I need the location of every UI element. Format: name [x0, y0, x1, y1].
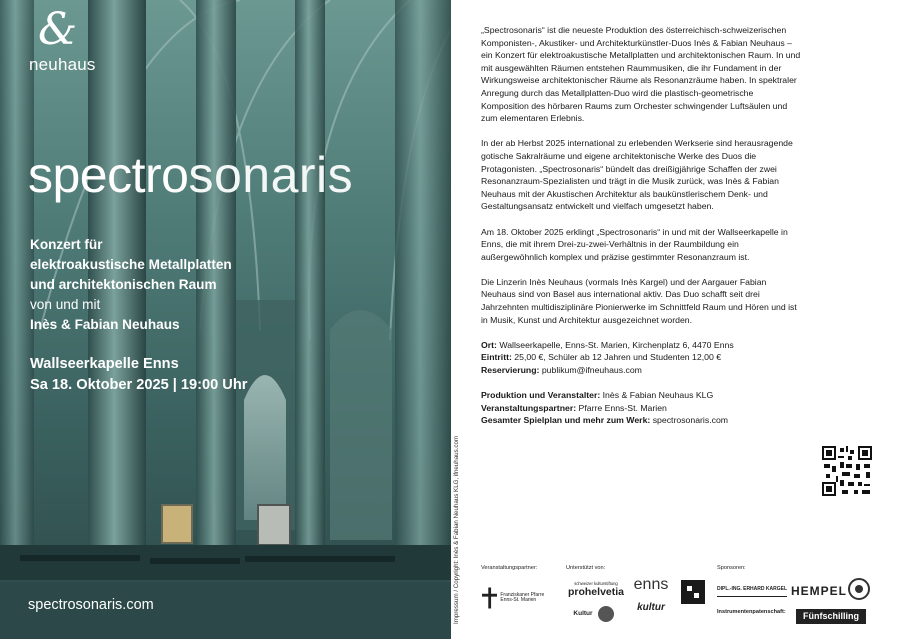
event-info — [481, 339, 801, 377]
vocal-ensemble-logo — [681, 580, 705, 604]
copyright-credit: Impressum / Copyright: Inès & Fabian Neuhaus KLG, ifneuhaus.com — [453, 435, 460, 624]
kargel-logo: DIPL.-ING. ERHARD KARGEL — [717, 583, 787, 597]
franziskaner-logo: Franziskaner Pfarre Enns-St. Marien — [482, 578, 557, 618]
info-producer: Produktion und Veranstalter: Inès & Fabian Neuhaus KLG — [481, 390, 714, 401]
info-admission: Eintritt: 25,00 €, Schüler ab 12 Jahren und Studenten 12,00 € — [481, 352, 722, 363]
enns-logo: enns — [633, 576, 669, 594]
event-when-where — [30, 354, 247, 396]
pro-helvetia-logo: schweizer kulturstiftung prohelvetia — [567, 580, 625, 598]
subtitle-line-2: elektroakustische Metallplatten — [30, 257, 232, 272]
event-date: Sa 18. Oktober 2025 | 19:00 Uhr — [30, 377, 248, 393]
paragraph-2: In der ab Herbst 2025 international zu erlebenden Werkserie sind herausragende gotische Sakralräume und eigene architektonische Werke des Duos die Protagonisten. „Spectrosonaris“ bündelt das dreißigjährige Schaffen der zwei Resonanzraum-Spezialisten und trägt in die Musik zurück, was Inès & Fabian Neuhaus mit der Akustischen Architektur als baukünstlerischem Denk- und Gestaltungsansatz entwickelt und vielfach umgesetzt haben. — [481, 138, 793, 212]
event-partner-label: Veranstaltungspartner: — [481, 565, 538, 571]
artists-name: Inès & Fabian Neuhaus — [30, 317, 180, 332]
info-location: Ort: Wallseerkapelle, Enns-St. Marien, Kirchenplatz 6, 4470 Enns — [481, 339, 734, 350]
subtitle-line-3: und architektonischen Raum — [30, 277, 217, 292]
subtitle-line-1: Konzert für — [30, 237, 103, 252]
logo-wordmark: neuhaus — [29, 55, 96, 74]
cross-icon — [482, 583, 497, 613]
footer-website-link[interactable]: spectrosonaris.com — [28, 597, 154, 613]
hempel-logo: HEMPEL — [791, 584, 848, 599]
fuenfschilling-logo: Fünfschilling — [796, 609, 866, 624]
instrument-sponsor-label: Instrumentenpatenschaft: — [717, 609, 786, 615]
supported-by-label: Unterstützt von: — [566, 565, 606, 571]
info-reservation[interactable]: Reservierung: publikum@ifneuhaus.com — [481, 365, 642, 376]
body-text — [481, 24, 801, 440]
ensemble-mark-icon — [685, 584, 701, 600]
event-description — [30, 235, 232, 335]
paragraph-3: Am 18. Oktober 2025 erklingt „Spectrosonaris“ in und mit der Wallseerkapelle in Enns, die mit ihrem Drei-zu-zwei-Verhältnis in der Raumbildung ein außergewöhnlich komplex und präzise gestimmter Resonanzraum ist. — [481, 226, 788, 262]
paragraph-1: „Spectrosonaris“ ist die neueste Produktion des österreichisch-schweizerischen Komponisten-, Akustiker- und Architekturkünstler-Duos Inès & Fabian Neuhaus – ein Konzert für elektroakustische Metallplatten und architektonischen Raum. In und mit ausgewählten Räumen entstehen Raummusiken, die ihr Fundament in der Wirkungsweise architektonischer Räume als Resonanzräume haben. In spektraler Anregung durch das Metallplatten-Duo wird die plastisch-geometrische Komposition des hörbaren Raums zum Orchester schwingender Luftsäulen und zum elementaren Erlebnis. — [481, 25, 801, 124]
sponsor-seal-icon — [848, 578, 870, 600]
venue: Wallseerkapelle Enns — [30, 356, 179, 372]
title-part-bold: spectro — [28, 147, 189, 203]
kultur-enns-logo: kultur — [637, 601, 665, 613]
sponsors-label: Sponsoren: — [717, 565, 746, 571]
info-program[interactable]: Gesamter Spielplan und mehr zum Werk: spectrosonaris.com — [481, 415, 729, 426]
logo-ampersand: & — [38, 4, 78, 55]
title-part-light: sonaris — [188, 147, 354, 203]
kultur-land-logo: Kultur — [566, 604, 621, 624]
event-title — [28, 147, 354, 203]
qr-code[interactable] — [822, 446, 872, 496]
by-line: von und mit — [30, 297, 101, 312]
paragraph-4: Die Linzerin Inès Neuhaus (vormals Inès Kargel) und der Aargauer Fabian Neuhaus sind von Basel aus international aktiv. Das Duo schafft seit drei Jahrzehnten multidisziplinäre Pionierwerke im Schnittfeld Raum und Hören und ist in Musik, Kunst und Architektur ausgezeichnet worden. — [481, 276, 797, 325]
info-partner: Veranstaltungspartner: Pfarre Enns-St. Marien — [481, 402, 667, 413]
production-info — [481, 389, 801, 427]
land-oberoesterreich-icon — [598, 606, 614, 622]
